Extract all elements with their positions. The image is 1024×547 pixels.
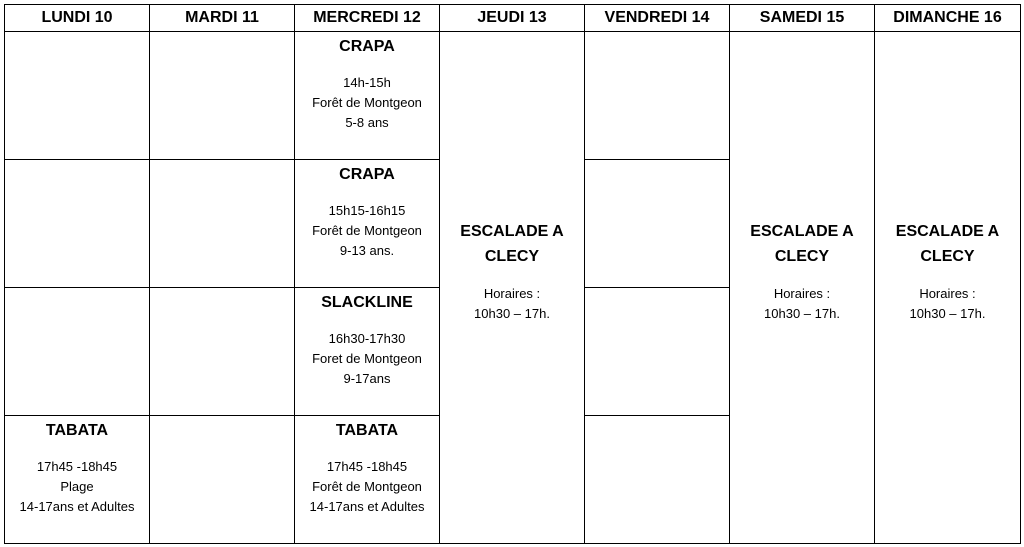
- empty-cell: [585, 416, 730, 544]
- activity-cell-crapa-2: [295, 160, 440, 288]
- slot-row-1: [5, 32, 1021, 160]
- escalade-title-line1: ESCALADE A: [750, 223, 854, 240]
- escalade-title-line1: ESCALADE A: [895, 223, 1000, 240]
- empty-cell: [150, 160, 295, 288]
- header-row: [5, 5, 1021, 32]
- empty-cell: [5, 32, 150, 160]
- activity-age: 9-13 ans.: [339, 243, 395, 258]
- empty-cell: [585, 32, 730, 160]
- schedule-table: [4, 4, 1021, 544]
- day-header-dimanche: DIMANCHE 16: [875, 5, 1021, 32]
- day-header-vendredi: VENDREDI 14: [585, 5, 730, 32]
- activity-time: 16h30-17h30: [328, 331, 406, 346]
- escalade-cell-dimanche: [875, 32, 1021, 544]
- empty-cell: [150, 32, 295, 160]
- activity-place: Forêt de Montgeon: [312, 95, 422, 110]
- empty-cell: [585, 160, 730, 288]
- activity-cell-tabata-lundi: [5, 416, 150, 544]
- escalade-cell-samedi: [730, 32, 875, 544]
- activity-place: Plage: [60, 479, 94, 494]
- activity-age: 14-17ans et Adultes: [19, 499, 135, 514]
- activity-time: 17h45 -18h45: [36, 459, 118, 474]
- day-header-lundi: LUNDI 10: [5, 5, 150, 32]
- activity-age: 14-17ans et Adultes: [309, 499, 425, 514]
- escalade-hours: 10h30 – 17h.: [909, 306, 986, 321]
- escalade-hours-label: Horaires :: [773, 286, 831, 301]
- day-header-jeudi: JEUDI 13: [440, 5, 585, 32]
- activity-age: 5-8 ans: [345, 115, 389, 130]
- escalade-cell-jeudi: [440, 32, 585, 544]
- day-header-mardi: MARDI 11: [150, 5, 295, 32]
- escalade-hours: 10h30 – 17h.: [474, 306, 550, 321]
- empty-cell: [150, 288, 295, 416]
- escalade-hours-label: Horaires :: [483, 286, 541, 301]
- activity-cell-slackline: [295, 288, 440, 416]
- activity-place: Forêt de Montgeon: [312, 479, 422, 494]
- activity-title: CRAPA: [339, 38, 395, 55]
- activity-time: 15h15-16h15: [328, 203, 406, 218]
- empty-cell: [5, 160, 150, 288]
- activity-title: SLACKLINE: [321, 294, 413, 311]
- activity-cell-tabata-mercredi: [295, 416, 440, 544]
- escalade-title-line2: CLECY: [484, 248, 540, 265]
- activity-time: 17h45 -18h45: [326, 459, 408, 474]
- activity-age: 9-17ans: [343, 371, 391, 386]
- activity-time: 14h-15h: [343, 75, 391, 90]
- day-header-mercredi: MERCREDI 12: [295, 5, 440, 32]
- activity-cell-crapa-1: [295, 32, 440, 160]
- escalade-hours-label: Horaires :: [919, 286, 976, 301]
- escalade-title-line2: CLECY: [774, 248, 830, 265]
- activity-place: Foret de Montgeon: [312, 351, 422, 366]
- escalade-hours: 10h30 – 17h.: [764, 306, 840, 321]
- escalade-title-line1: ESCALADE A: [460, 223, 564, 240]
- day-header-samedi: SAMEDI 15: [730, 5, 875, 32]
- empty-cell: [150, 416, 295, 544]
- activity-title: CRAPA: [339, 166, 395, 183]
- escalade-title-line2: CLECY: [920, 248, 975, 265]
- activity-title: TABATA: [45, 422, 109, 439]
- activity-title: TABATA: [335, 422, 399, 439]
- empty-cell: [5, 288, 150, 416]
- activity-place: Forêt de Montgeon: [312, 223, 422, 238]
- empty-cell: [585, 288, 730, 416]
